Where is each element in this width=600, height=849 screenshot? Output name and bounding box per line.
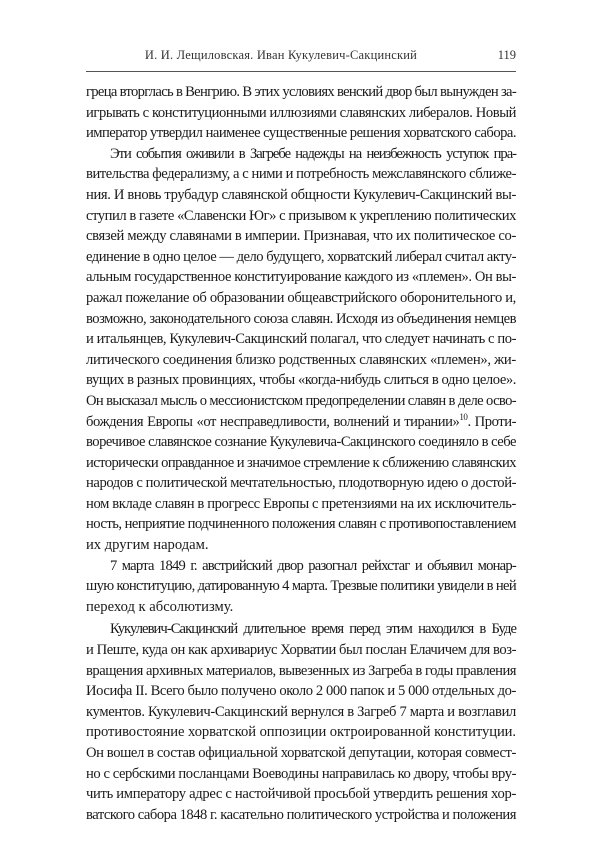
- text-line: народов с политической мечтательностью, плодотворную идею о достой-: [86, 475, 517, 492]
- text-line: противостояние хорватской оппозиции октроированной конституции.: [86, 724, 517, 741]
- paragraph: [86, 82, 516, 144]
- running-head: [86, 48, 516, 70]
- text-line: ватского сабора 1848 г. касательно политического устройства и положения: [86, 806, 516, 823]
- text-line: Он высказал мысль о мессионистском предопределении славян в деле осво-: [86, 392, 516, 409]
- text-fragment: . Проти-: [467, 413, 516, 430]
- header-rule: [86, 71, 516, 72]
- text-fragment: бождения Европы «от несправедливости, волнений и тирании»: [86, 413, 460, 430]
- text-line: ность, неприятие подчиненного положения славян с противопоставлением: [86, 516, 517, 533]
- paragraph: [86, 144, 516, 556]
- text-line: чить императору адрес с настойчивой просьбой утвердить решения хор-: [86, 786, 516, 803]
- text-line: 7 марта 1849 г. австрийский двор разогнал рейхстаг и объявил монар-: [110, 557, 516, 574]
- text-line: ном вкладе славян в прогресс Европы с претензиями на их исключитель-: [86, 495, 517, 512]
- text-line: ступил в газете «Славенски Юг» с призывом к укреплению политических: [86, 207, 517, 224]
- text-line: вущих в разных провинциях, чтобы «когда-нибудь слиться в одно целое».: [86, 372, 517, 389]
- text-line: и итальянцев, Кукулевич-Сакцинский полагал, что следует начинать с по-: [86, 331, 516, 348]
- text-line-with-footnote: [86, 412, 516, 433]
- paragraph: [86, 619, 516, 825]
- text-line: вращения архивных материалов, вывезенных из Загреба в годы правления: [86, 662, 517, 679]
- text-line: литического соединения близко родственных славянских «племен», жи-: [86, 351, 516, 368]
- body-text: [86, 82, 516, 825]
- text-line: но с сербскими посланцами Воеводины направилась ко двору, чтобы вру-: [86, 765, 517, 782]
- text-line: и Пеште, куда он как архивариус Хорватии был послан Елачичем для воз-: [86, 642, 517, 659]
- text-line: их другим народам.: [86, 537, 209, 554]
- text-line: переход к абсолютизму.: [86, 598, 234, 615]
- text-line: Кукулевич-Сакцинский длительное время перед этим находился в Буде: [110, 621, 516, 638]
- text-line: греца вторглась в Венгрию. В этих условиях венский двор был вынужден за-: [86, 84, 517, 100]
- footnote-reference[interactable]: 10: [459, 411, 468, 422]
- text-line: Эти события оживили в Загребе надежды на неизбежность уступок пра-: [110, 145, 516, 162]
- text-line: кументов. Кукулевич-Сакцинский вернулся в Загреб 7 марта и возглавил: [86, 703, 517, 720]
- text-line: возможно, законодательного союза славян. Исходя из объединения немцев: [86, 310, 517, 327]
- text-line: ния. И вновь трубадур славянской общности Кукулевич-Сакцинский вы-: [86, 186, 517, 203]
- page-number: 119: [497, 48, 516, 62]
- text-line: Иосифа II. Всего было получено около 2 000 папок и 5 000 отдельных до-: [86, 683, 516, 700]
- running-title: И. И. Лещиловская. Иван Кукулевич-Сакцинский: [144, 48, 418, 62]
- text-line: исторически оправданное и значимое стремление к сближению славянских: [86, 454, 516, 471]
- text-line: игрывать с конституционными иллюзиями славянских либералов. Новый: [86, 104, 517, 121]
- text-line: вительства федерализму, а с ними и потребность межславянского сближе-: [86, 166, 517, 183]
- text-line: шую конституцию, датированную 4 марта. Трезвые политики увидели в ней: [86, 578, 517, 595]
- text-line: Он вошел в состав официальной хорватской депутации, которая совмест-: [86, 745, 517, 761]
- text-line: воречивое славянское сознание Кукулевича-Сакцинского соединяло в себе: [86, 434, 516, 451]
- text-line: связей между славянами в империи. Признавая, что их политическое со-: [86, 228, 516, 245]
- text-line: ражал пожелание об образовании общеавстрийского оборонительного и,: [86, 289, 516, 306]
- text-line: император утвердил наименее существенные решения хорватского сабора.: [86, 125, 516, 142]
- text-line: единение в одно целое — дело будущего, хорватский либерал считал акту-: [86, 248, 516, 265]
- text-line: альным государственное конституирование каждого из «племен». Он вы-: [86, 269, 517, 286]
- paragraph: [86, 556, 516, 618]
